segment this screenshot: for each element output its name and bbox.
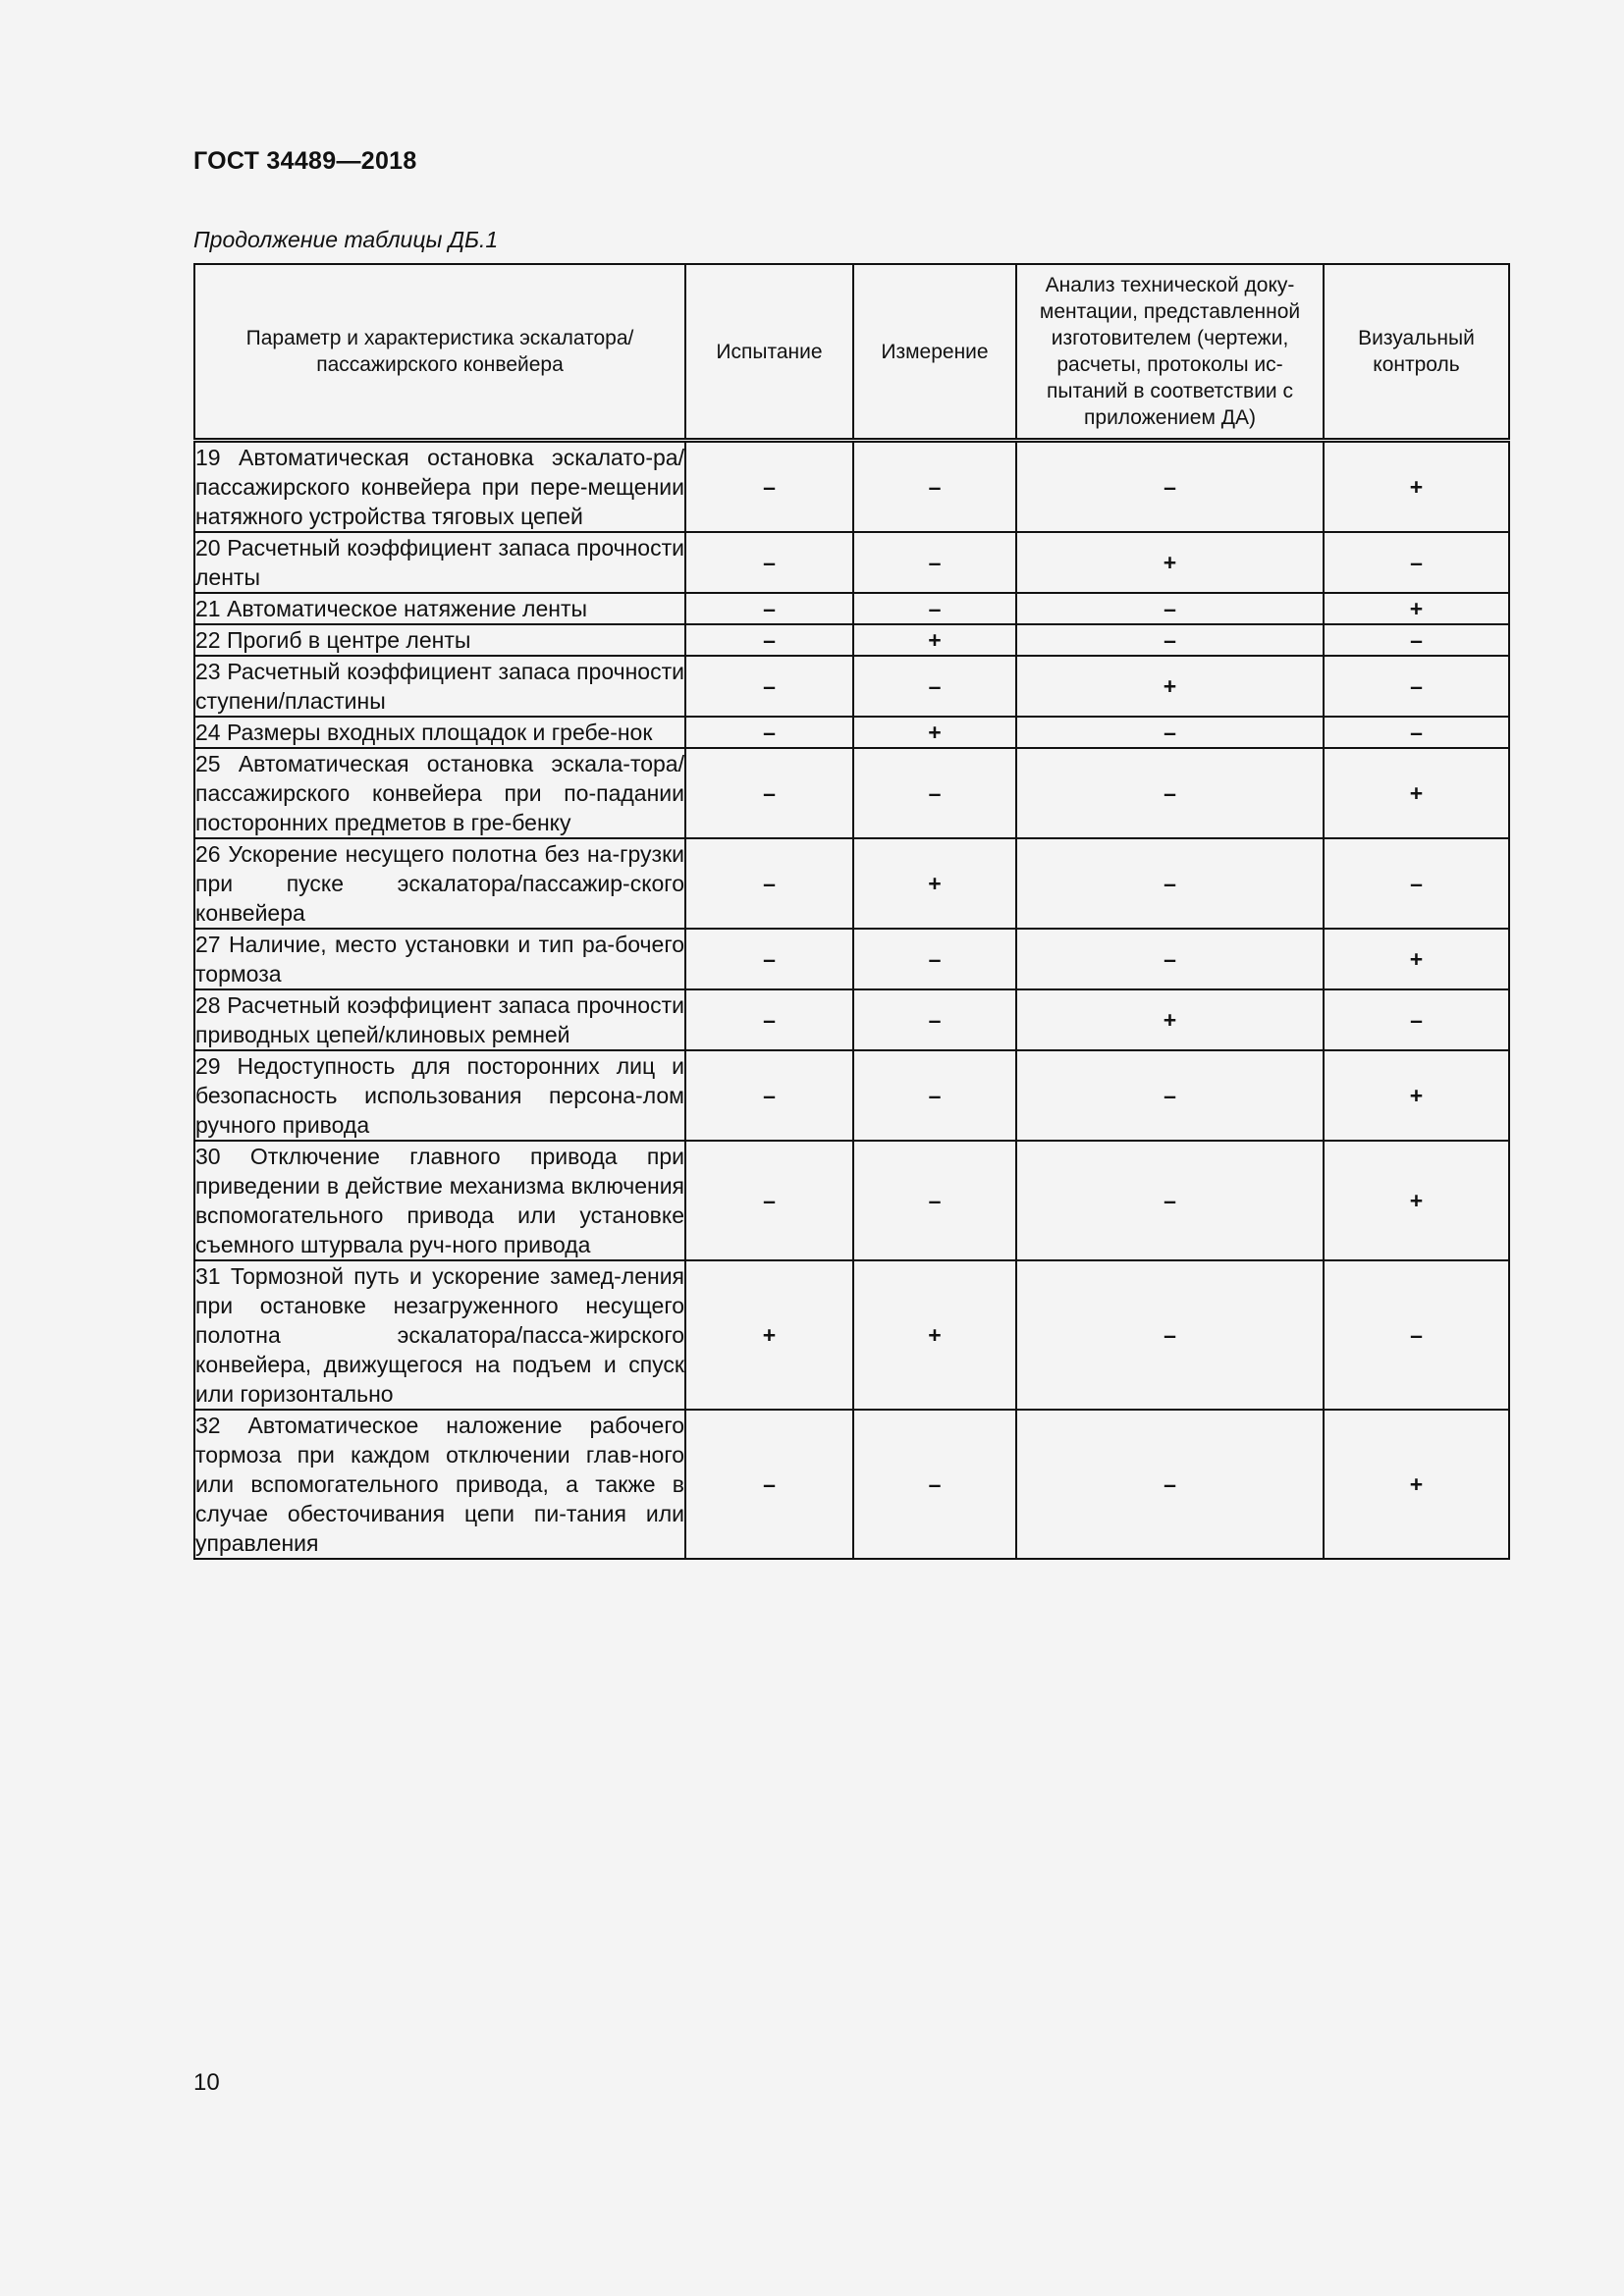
row-test-mark: – [685,441,853,533]
row-measurement-mark: + [853,717,1016,748]
table-row [194,838,1509,929]
table-row [194,441,1509,533]
row-visual-mark: – [1324,624,1509,656]
row-analysis-mark: – [1016,1141,1324,1260]
row-measurement-mark: – [853,929,1016,989]
column-header-measurement: Измерение [853,264,1016,441]
row-visual-mark: + [1324,441,1509,533]
row-measurement-mark: – [853,989,1016,1050]
row-measurement-mark: – [853,1410,1016,1559]
row-parameter: 28 Расчетный коэффициент запаса прочности приводных цепей/клиновых ремней [194,989,685,1050]
page-number: 10 [193,2069,220,2096]
row-test-mark: – [685,532,853,593]
row-parameter: 30 Отключение главного привода при приведении в действие механизма включения вспомогательного привода или установке съемного штурвала руч-ного привода [194,1141,685,1260]
row-analysis-mark: – [1016,441,1324,533]
table-row [194,656,1509,717]
row-test-mark: – [685,717,853,748]
row-measurement-mark: + [853,1260,1016,1410]
row-parameter: 19 Автоматическая остановка эскалато-ра/пассажирского конвейера при пере-мещении натяжного устройства тяговых цепей [194,441,685,533]
table-row [194,1141,1509,1260]
row-analysis-mark: – [1016,1050,1324,1141]
row-visual-mark: – [1324,989,1509,1050]
column-header-parameter: Параметр и характеристика эскалатора/пассажирского конвейера [194,264,685,441]
row-test-mark: – [685,748,853,838]
row-test-mark: – [685,624,853,656]
row-test-mark: – [685,838,853,929]
row-analysis-mark: + [1016,656,1324,717]
row-visual-mark: – [1324,656,1509,717]
row-measurement-mark: – [853,1141,1016,1260]
row-visual-mark: + [1324,1050,1509,1141]
row-parameter: 26 Ускорение несущего полотна без на-грузки при пуске эскалатора/пассажир-ского конвейера [194,838,685,929]
column-header-visual-inspection: Визуальный контроль [1324,264,1509,441]
row-analysis-mark: – [1016,1260,1324,1410]
table-header-row [194,264,1509,441]
row-measurement-mark: – [853,532,1016,593]
row-parameter: 22 Прогиб в центре ленты [194,624,685,656]
row-parameter: 29 Недоступность для посторонних лиц и безопасность использования персона-лом ручного привода [194,1050,685,1141]
table-row [194,1410,1509,1559]
table-body [194,441,1509,1560]
row-parameter: 25 Автоматическая остановка эскала-тора/пассажирского конвейера при по-падании посторонних предметов в гре-бенку [194,748,685,838]
row-measurement-mark: + [853,624,1016,656]
row-analysis-mark: + [1016,989,1324,1050]
row-visual-mark: + [1324,593,1509,624]
row-visual-mark: + [1324,1410,1509,1559]
row-parameter: 21 Автоматическое натяжение ленты [194,593,685,624]
row-measurement-mark: – [853,593,1016,624]
row-visual-mark: + [1324,1141,1509,1260]
column-header-test: Испытание [685,264,853,441]
row-analysis-mark: – [1016,717,1324,748]
row-measurement-mark: + [853,838,1016,929]
row-measurement-mark: – [853,748,1016,838]
row-parameter: 27 Наличие, место установки и тип ра-бочего тормоза [194,929,685,989]
row-analysis-mark: – [1016,838,1324,929]
row-test-mark: + [685,1260,853,1410]
row-measurement-mark: – [853,441,1016,533]
row-analysis-mark: + [1016,532,1324,593]
row-test-mark: – [685,656,853,717]
inspection-table [193,263,1510,1560]
table-row [194,748,1509,838]
row-test-mark: – [685,989,853,1050]
row-analysis-mark: – [1016,593,1324,624]
row-visual-mark: – [1324,1260,1509,1410]
row-analysis-mark: – [1016,929,1324,989]
row-test-mark: – [685,1141,853,1260]
row-parameter: 24 Размеры входных площадок и гребе-нок [194,717,685,748]
table-row [194,1050,1509,1141]
row-measurement-mark: – [853,1050,1016,1141]
row-test-mark: – [685,1410,853,1559]
row-analysis-mark: – [1016,1410,1324,1559]
table-row [194,717,1509,748]
row-analysis-mark: – [1016,748,1324,838]
row-visual-mark: – [1324,838,1509,929]
row-test-mark: – [685,593,853,624]
table-row [194,989,1509,1050]
row-measurement-mark: – [853,656,1016,717]
row-analysis-mark: – [1016,624,1324,656]
row-parameter: 23 Расчетный коэффициент запаса прочности ступени/пластины [194,656,685,717]
table-row [194,532,1509,593]
row-visual-mark: – [1324,717,1509,748]
row-test-mark: – [685,1050,853,1141]
document-title: ГОСТ 34489—2018 [193,147,417,175]
table-row [194,1260,1509,1410]
row-parameter: 32 Автоматическое наложение рабочего тормоза при каждом отключении глав-ного или вспомогательного привода, а также в случае обесточивания цепи пи-тания или управления [194,1410,685,1559]
table-caption: Продолжение таблицы ДБ.1 [193,227,499,252]
row-visual-mark: + [1324,748,1509,838]
column-header-documentation-analysis: Анализ технической доку-ментации, представленной изготовителем (чертежи, расчеты, протоколы ис-пытаний в соответствии с приложением ДА) [1016,264,1324,441]
row-test-mark: – [685,929,853,989]
row-visual-mark: + [1324,929,1509,989]
table-row [194,624,1509,656]
table-row [194,593,1509,624]
row-parameter: 31 Тормозной путь и ускорение замед-ления при остановке незагруженного несущего полотна эскалатора/пасса-жирского конвейера, движущегося на подъем и спуск или горизонтально [194,1260,685,1410]
row-visual-mark: – [1324,532,1509,593]
table-row [194,929,1509,989]
row-parameter: 20 Расчетный коэффициент запаса прочности ленты [194,532,685,593]
